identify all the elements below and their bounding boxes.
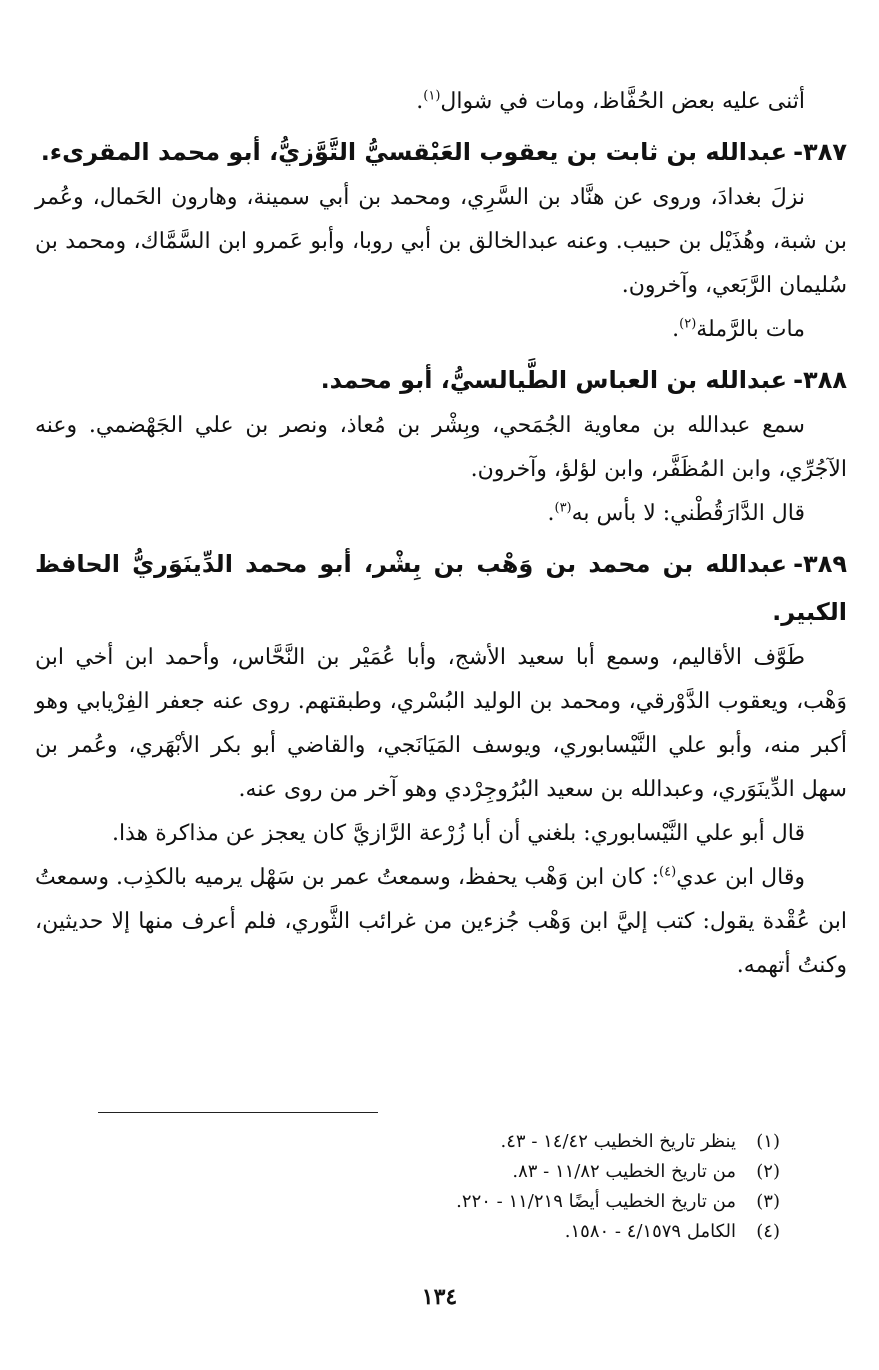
footnote-text: الكامل ٤/١٥٧٩ - ١٥٨٠. (564, 1221, 736, 1242)
entry-number: ٣٨٨- (793, 366, 847, 394)
page-number: ١٣٤ (421, 1284, 458, 1310)
entry-number: ٣٨٧- (793, 138, 847, 166)
paragraph-tail: : كان ابن وَهْب يحفظ، وسمعتُ عمر بن سَهْل يرميه بالكذِب. وسمعتُ ابن عُقْدة يقول: كتب إليَّ ابن وَهْب جُزءين من غرائب الثَّوري، فلم أعرف منها إلا حديثين، وكنتُ أتهمه. (35, 865, 847, 978)
entry-heading (35, 356, 847, 404)
footnote-divider (98, 1112, 378, 1113)
paragraph-text: أثنى عليه بعض الحُفَّاظ، ومات في شوال (440, 89, 805, 114)
paragraph-text: قال الدَّارَقُطْني: لا بأس به (571, 501, 805, 526)
footnote-ref[interactable]: (٣) (554, 500, 572, 516)
entry-title: عبدالله بن ثابت بن يعقوب العَبْقسيُّ التَّوَّزيُّ، أبو محمد المقرىء. (40, 138, 788, 166)
paragraph (35, 176, 847, 308)
paragraph (35, 308, 847, 352)
paragraph-tail: . (547, 501, 555, 526)
footnote-text: ينظر تاريخ الخطيب ١٤/٤٢ - ٤٣. (500, 1131, 736, 1152)
footnote (60, 1157, 780, 1187)
footnotes (60, 1127, 780, 1247)
paragraph-tail: . (672, 317, 680, 342)
paragraph (35, 80, 847, 124)
footnote-number: (٣) (756, 1191, 780, 1212)
footnote-text: من تاريخ الخطيب ١١/٨٢ - ٨٣. (512, 1161, 736, 1182)
paragraph-text: طَوَّف الأقاليم، وسمع أبا سعيد الأشج، وأبا عُمَيْر بن النَّحَّاس، وأحمد ابن أخي ابن وَهْب، ويعقوب الدَّوْرقي، ومحمد بن الوليد البُسْري، وطبقتهم. روى عنه جعفر الفِرْيابي وهو أكبر منه، وأبو علي النَّيْسابوري، ويوسف المَيَانَجي، والقاضي أبو بكر الأبْهَري، وعُمر بن سهل الدِّينَوَري، وعبدالله بن سعيد البُرُوجِرْدي وهو آخر من روى عنه. (35, 645, 847, 802)
entry-heading (35, 540, 847, 636)
footnote-number: (٢) (756, 1161, 780, 1182)
footnote-number: (١) (756, 1131, 780, 1152)
footnote-ref[interactable]: (٢) (679, 316, 697, 332)
footnote-ref[interactable]: (٤) (659, 864, 677, 880)
entry-title: عبدالله بن محمد بن وَهْب بن بِشْر، أبو محمد الدِّينَوَريُّ الحافظ الكبير. (35, 550, 847, 626)
paragraph (35, 492, 847, 536)
paragraph-tail: . (416, 89, 424, 114)
paragraph (35, 812, 847, 856)
footnote (60, 1127, 780, 1157)
paragraph-text: وقال ابن عدي (676, 865, 805, 890)
paragraph (35, 404, 847, 492)
entry-title: عبدالله بن العباس الطَّيالسيُّ، أبو محمد. (320, 366, 788, 394)
entry-heading (35, 128, 847, 176)
paragraph (35, 636, 847, 812)
paragraph-text: نزلَ بغدادَ، وروى عن هنَّاد بن السَّرِي، ومحمد بن أبي سمينة، وهارون الحَمال، وعُمر بن شبة، وهُذَيْل بن حبيب. وعنه عبدالخالق بن أبي روبا، وأبو عَمرو ابن السَّمَّاك، ومحمد بن سُليمان الرَّبَعي، وآخرون. (35, 185, 847, 298)
paragraph (35, 856, 847, 988)
footnote-number: (٤) (756, 1221, 780, 1242)
paragraph-text: قال أبو علي النَّيْسابوري: بلغني أن أبا زُرْعة الرَّازيَّ كان يعجز عن مذاكرة هذا. (111, 821, 805, 846)
footnote-text: من تاريخ الخطيب أيضًا ١١/٢١٩ - ٢٢٠. (456, 1191, 736, 1212)
paragraph-text: سمع عبدالله بن معاوية الجُمَحي، وبِشْر بن مُعاذ، ونصر بن علي الجَهْضمي. وعنه الآجُرِّي، وابن المُظَفَّر، وابن لؤلؤ، وآخرون. (35, 413, 847, 482)
entry-number: ٣٨٩- (793, 550, 847, 578)
footnote-ref[interactable]: (١) (423, 88, 441, 104)
footnote (60, 1187, 780, 1217)
footnote (60, 1217, 780, 1247)
paragraph-text: مات بالرَّملة (696, 317, 805, 342)
